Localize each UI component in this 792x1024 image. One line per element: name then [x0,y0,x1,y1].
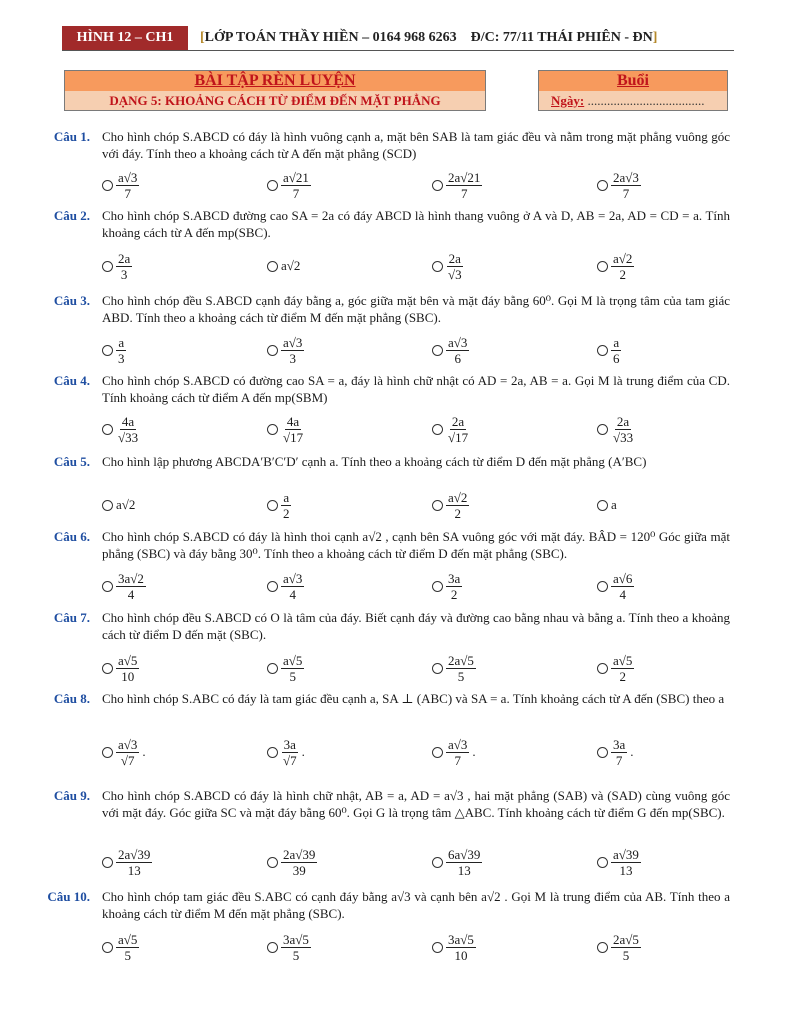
fraction-denominator: 13 [619,862,633,878]
fraction-numerator: a√3 [118,736,138,752]
fraction-denominator: 7 [292,185,300,201]
answer-fraction [116,251,132,282]
answer-fraction [281,737,299,768]
answer-fraction [611,932,641,963]
answer-option-a[interactable] [102,927,139,967]
answer-options [102,648,730,688]
answer-option-b[interactable] [267,330,304,370]
answer-fraction [611,335,622,366]
question-text: Cho hình chóp S.ABCD có đáy là hình vuông cạnh a, mặt bên SAB là tam giác đều và nằm trong mặt phẳng vuông góc với đáy. Tính theo a khoảng cách từ A đến mặt phẳng (SCD) [102,129,730,161]
fraction-numerator: a [118,334,125,350]
fraction-denominator: 7 [622,185,630,201]
answer-fraction [116,653,139,684]
session-date [539,91,727,110]
question-number: Câu 2. [53,208,90,223]
answer-value: a√2 [116,497,136,512]
fraction-numerator: a√6 [613,570,633,586]
fraction-denominator: 7 [615,752,623,768]
radio-circle-icon[interactable] [432,500,443,511]
answer-fraction [446,335,469,366]
answer-fraction [281,170,311,201]
answer-fraction [611,847,641,878]
answer-fraction [116,932,139,963]
answer-option-d[interactable] [597,246,634,286]
fraction-denominator: 10 [454,947,468,963]
fraction-denominator: 4 [289,586,296,602]
fraction-numerator: a√2 [448,489,468,505]
fraction-denominator: 6 [613,350,620,366]
fraction-numerator: a√3 [118,169,138,185]
radio-circle-icon[interactable] [597,942,608,953]
radio-circle-icon[interactable] [432,424,443,435]
radio-circle-icon[interactable] [102,261,113,272]
radio-circle-icon[interactable] [102,500,113,511]
answer-fraction [116,737,139,768]
answer-option-c[interactable] [432,165,482,205]
fraction-numerator: 2a√5 [613,931,639,947]
answer-options [102,485,730,525]
answer-option-b[interactable] [267,927,311,967]
fraction-numerator: 6a√39 [448,846,481,862]
answer-fraction [281,847,317,878]
answer-fraction [611,414,635,445]
radio-circle-icon[interactable] [267,663,278,674]
radio-circle-icon[interactable] [102,345,113,356]
fraction-denominator: 5 [457,668,465,684]
radio-circle-icon[interactable] [102,581,113,592]
answer-fraction [446,414,470,445]
answer-option-b[interactable] [267,246,300,286]
answer-fraction [446,847,482,878]
answer-options [102,165,730,205]
answer-option-c[interactable] [432,566,462,606]
radio-circle-icon[interactable] [597,581,608,592]
fraction-numerator: 2a [448,250,461,266]
answer-option-a[interactable] [102,648,139,688]
fraction-denominator: √7 [283,752,297,768]
fraction-denominator: 39 [292,862,306,878]
fraction-numerator: 3a [448,570,461,586]
fraction-numerator: 2a√5 [448,652,474,668]
fraction-denominator: 7 [124,185,131,201]
session-title: Buổi [539,71,727,91]
fraction-numerator: 2a [616,413,630,429]
fraction-numerator: 3a [283,736,296,752]
radio-circle-icon[interactable] [102,747,113,758]
answer-fraction [116,847,152,878]
worksheet-subtitle: DẠNG 5: KHOẢNG CÁCH TỪ ĐIỂM ĐẾN MẶT PHẲNG [65,91,485,110]
question-text: Cho hình chóp S.ABCD có đáy là hình chữ nhật, AB = a, AD = a√3 , hai mặt phẳng (SAB) và (SAD) cùng vuông góc với mặt đáy. Góc giữa SC và mặt đáy bằng 60⁰. Gọi G là trọng tâm △ABC. Tính khoảng cách từ điểm G đến mp(SBC). [102,788,730,820]
answer-option-d[interactable] [597,566,634,606]
page-header [62,26,734,51]
fraction-numerator: 3a√5 [448,931,474,947]
fraction-denominator: 13 [127,862,141,878]
fraction-numerator: a [613,334,620,350]
radio-circle-icon[interactable] [267,424,278,435]
fraction-denominator: 7 [454,752,461,768]
fraction-denominator: 2 [619,668,626,684]
question-text: Cho hình chóp S.ABCD có đường cao SA = a, đáy là hình chữ nhật có AD = 2a, AB = a. Gọi M là trung điểm của CD. Tính khoảng cách từ điểm A đến mp(SBM) [102,373,730,405]
answer-option-a[interactable] [102,330,127,370]
answer-fraction [116,335,127,366]
question-text: Cho hình chóp tam giác đều S.ABC có cạnh đáy bằng a√3 và cạnh bên a√2 . Gọi M là trung điểm của AB. Tính theo a khoảng cách từ điểm M đến mặt phẳng (SBC). [102,889,730,921]
answer-fraction [116,414,140,445]
fraction-numerator: 3a√2 [118,570,144,586]
question-number: Câu 1. [53,129,90,144]
header-bracket-open: [ [200,30,205,45]
answer-fraction [281,571,304,602]
fraction-denominator: 6 [454,350,461,366]
radio-circle-icon[interactable] [102,180,113,191]
radio-circle-icon[interactable] [597,345,608,356]
fraction-denominator: 2 [283,505,290,521]
answer-option-c[interactable] [432,409,470,449]
question-number: Câu 10. [47,889,90,904]
fraction-numerator: a√3 [448,736,468,752]
date-label: Ngày: [551,93,585,108]
radio-circle-icon[interactable] [267,345,278,356]
answer-fraction [281,653,304,684]
answer-option-b[interactable] [267,842,317,882]
answer-option-b[interactable] [267,485,292,525]
answer-option-d[interactable] [597,485,617,525]
answer-options [102,246,730,286]
answer-option-a[interactable] [102,842,152,882]
question-number: Câu 7. [53,610,90,625]
answer-option-b[interactable] [267,648,304,688]
fraction-denominator: 10 [121,668,135,684]
radio-circle-icon[interactable] [597,180,608,191]
fraction-denominator: 5 [292,947,300,963]
answer-option-d[interactable] [597,165,641,205]
question-number: Câu 8. [53,691,90,706]
answer-fraction [446,653,476,684]
radio-circle-icon[interactable] [432,261,443,272]
answer-option-d[interactable] [597,732,634,772]
answer-option-a[interactable] [102,732,146,772]
fraction-numerator: a√3 [283,334,303,350]
answer-fraction [446,737,469,768]
answer-fraction [281,932,311,963]
answer-option-b[interactable] [267,566,304,606]
answer-option-b[interactable] [267,732,305,772]
radio-circle-icon[interactable] [102,424,113,435]
radio-circle-icon[interactable] [267,500,278,511]
radio-circle-icon[interactable] [267,581,278,592]
answer-option-c[interactable] [432,842,482,882]
question-number: Câu 9. [53,788,90,803]
fraction-numerator: 3a [613,736,626,752]
answer-option-d[interactable] [597,842,641,882]
fraction-numerator: a√21 [283,169,309,185]
radio-circle-icon[interactable] [102,663,113,674]
fraction-numerator: 2a√39 [118,846,151,862]
radio-circle-icon[interactable] [597,857,608,868]
answer-fraction [611,737,627,768]
answer-fraction [116,571,146,602]
header-rule [62,50,734,51]
radio-circle-icon[interactable] [432,942,443,953]
answer-options [102,732,730,772]
question-text: Cho hình lập phương ABCDA′B′C′D′ cạnh a. Tính theo a khoảng cách từ điểm D đến mặt phẳng (A′BC) [102,454,647,469]
radio-circle-icon[interactable] [597,500,608,511]
answer-options [102,330,730,370]
question-text: Cho hình chóp S.ABC có đáy là tam giác đều cạnh a, SA ⊥ (ABC) và SA = a. Tính khoảng cách từ A đến (SBC) theo a [102,691,725,706]
answer-option-c[interactable] [432,732,476,772]
answer-option-a[interactable] [102,246,132,286]
date-dots: .................................... [584,93,705,108]
fraction-denominator: 2 [454,505,461,521]
fraction-denominator: 7 [460,185,468,201]
fraction-numerator: a√3 [283,570,303,586]
fraction-denominator: √17 [448,429,469,445]
fraction-numerator: 2a [451,413,465,429]
answer-value: a√2 [281,258,301,273]
radio-circle-icon[interactable] [102,942,113,953]
radio-circle-icon[interactable] [267,857,278,868]
answer-fraction [281,335,304,366]
header-info [200,26,657,50]
answer-option-d[interactable] [597,648,634,688]
question-text: Cho hình chóp S.ABCD có đáy là hình thoi cạnh a√2 , cạnh bên SA vuông góc với mặt đáy. BÂD = 120⁰ Góc giữa mặt phẳng (SBC) và đáy bằng 30⁰. Tính theo a khoảng cách từ điểm D đến mặt phẳng (SBC). [102,529,730,561]
answer-option-d[interactable] [597,409,635,449]
fraction-denominator: 4 [127,586,135,602]
answer-option-b[interactable] [267,165,311,205]
radio-circle-icon[interactable] [432,857,443,868]
fraction-numerator: 2a√39 [283,846,316,862]
answer-suffix: . [630,744,634,759]
fraction-numerator: 4a [286,413,300,429]
answer-fraction [116,170,139,201]
answer-fraction [281,414,305,445]
answer-option-a[interactable] [102,409,140,449]
answer-option-c[interactable] [432,330,469,370]
radio-circle-icon[interactable] [432,345,443,356]
answer-option-c[interactable] [432,927,476,967]
answer-fraction [446,490,469,521]
answer-fraction [611,170,641,201]
fraction-numerator: a√5 [118,931,138,947]
fraction-denominator: 5 [289,668,296,684]
answer-option-c[interactable] [432,648,476,688]
radio-circle-icon[interactable] [267,747,278,758]
radio-circle-icon[interactable] [432,747,443,758]
fraction-numerator: a√39 [613,846,639,862]
answer-fraction [446,170,482,201]
answer-fraction [611,653,634,684]
session-box [538,70,728,111]
fraction-numerator: a√3 [448,334,468,350]
header-info-text: LỚP TOÁN THẦY HIỀN – 0164 968 6263 Đ/C: 77/11 THÁI PHIÊN - ĐN [204,30,653,45]
fraction-numerator: 2a√3 [613,169,639,185]
question-text: Cho hình chóp đều S.ABCD có O là tâm của đáy. Biết cạnh đáy và đường cao bằng nhau và bằng a. Tính theo a khoảng cách từ điểm D đến mặt (SBC). [102,610,730,642]
answer-options [102,566,730,606]
answer-options [102,842,730,882]
fraction-denominator: 3 [118,350,125,366]
chapter-tag: HÌNH 12 – CH1 [62,26,188,50]
fraction-denominator: √17 [283,429,304,445]
fraction-denominator: √33 [613,429,634,445]
answer-option-c[interactable] [432,485,469,525]
radio-circle-icon[interactable] [597,424,608,435]
answer-suffix: . [142,744,146,759]
answer-value: a [611,497,617,512]
answer-fraction [611,251,634,282]
radio-circle-icon[interactable] [267,180,278,191]
fraction-denominator: 5 [622,947,630,963]
answer-fraction [281,490,292,521]
radio-circle-icon[interactable] [432,663,443,674]
question-text: Cho hình chóp đều S.ABCD cạnh đáy bằng a, góc giữa mặt bên và mặt đáy bằng 60⁰. Gọi M là trọng tâm của tam giác ABD. Tính theo a khoảng cách từ điểm M đến mặt phẳng (SBC). [102,293,730,325]
question-number: Câu 4. [53,373,90,388]
answer-options [102,409,730,449]
radio-circle-icon[interactable] [432,180,443,191]
fraction-denominator: 3 [120,266,128,282]
title-box [64,70,486,111]
fraction-numerator: a√5 [118,652,138,668]
fraction-numerator: a√5 [283,652,303,668]
answer-option-b[interactable] [267,409,305,449]
fraction-denominator: 2 [619,266,626,282]
answer-option-a[interactable] [102,485,135,525]
answer-option-c[interactable] [432,246,464,286]
answer-fraction [611,571,634,602]
fraction-denominator: √3 [448,266,462,282]
fraction-numerator: 4a [121,413,135,429]
answer-suffix: . [301,744,305,759]
answer-option-a[interactable] [102,566,146,606]
answer-fraction [446,932,476,963]
fraction-denominator: 13 [457,862,471,878]
header-bracket-close: ] [652,30,658,45]
fraction-denominator: √33 [118,429,139,445]
answer-fraction [446,251,464,282]
answer-option-d[interactable] [597,927,641,967]
radio-circle-icon[interactable] [597,261,608,272]
answer-option-d[interactable] [597,330,622,370]
answer-fraction [446,571,462,602]
worksheet-title: BÀI TẬP RÈN LUYỆN [65,71,485,91]
fraction-numerator: 2a [118,250,131,266]
fraction-numerator: a√5 [613,652,633,668]
fraction-denominator: 2 [450,586,458,602]
fraction-numerator: 3a√5 [283,931,309,947]
answer-options [102,927,730,967]
fraction-numerator: a√2 [613,250,633,266]
fraction-denominator: 4 [619,586,626,602]
question-number: Câu 3. [53,293,90,308]
question-number: Câu 5. [53,454,90,469]
fraction-denominator: √7 [120,752,135,768]
answer-suffix: . [472,744,476,759]
radio-circle-icon[interactable] [597,747,608,758]
radio-circle-icon[interactable] [267,942,278,953]
fraction-denominator: 3 [289,350,296,366]
radio-circle-icon[interactable] [102,857,113,868]
fraction-numerator: a [283,489,290,505]
question-text: Cho hình chóp S.ABCD đường cao SA = 2a có đáy ABCD là hình thang vuông ở A và D, AB = 2a, AD = CD = a. Tính khoảng cách từ A đến mp(SBC). [102,208,730,240]
radio-circle-icon[interactable] [432,581,443,592]
fraction-denominator: 5 [124,947,131,963]
fraction-numerator: 2a√21 [448,169,481,185]
radio-circle-icon[interactable] [267,261,278,272]
radio-circle-icon[interactable] [597,663,608,674]
question-number: Câu 6. [53,529,90,544]
answer-option-a[interactable] [102,165,139,205]
